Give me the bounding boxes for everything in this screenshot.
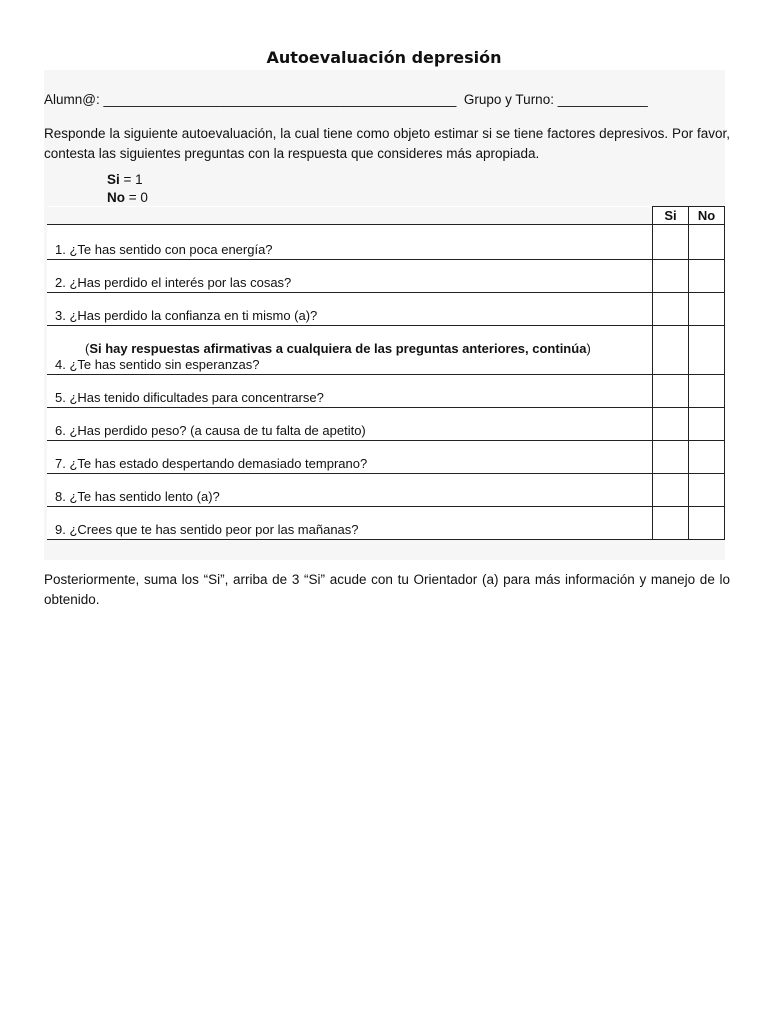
answer-si-cell[interactable]	[653, 326, 689, 375]
table-header-row	[47, 207, 725, 225]
question-text: 3. ¿Has perdido la confianza en ti mismo (a)?	[47, 293, 653, 326]
continue-note: (Si hay respuestas afirmativas a cualquiera de las preguntas anteriores, continúa)	[85, 341, 591, 356]
question-text: 9. ¿Crees que te has sentido peor por las mañanas?	[47, 507, 653, 540]
answer-no-cell[interactable]	[689, 507, 725, 540]
question-text: 4. ¿Te has sentido sin esperanzas?	[55, 357, 260, 372]
scale-no-label: No	[107, 190, 125, 205]
question-text: 8. ¿Te has sentido lento (a)?	[47, 474, 653, 507]
answer-no-cell[interactable]	[689, 293, 725, 326]
scoring-legend	[107, 171, 148, 207]
question-text: 2. ¿Has perdido el interés por las cosas?	[47, 260, 653, 293]
answer-si-cell[interactable]	[653, 474, 689, 507]
scale-si-label: Si	[107, 172, 120, 187]
answer-no-cell[interactable]	[689, 326, 725, 375]
student-line	[44, 92, 648, 107]
scale-si-value: = 1	[123, 172, 143, 187]
table-row	[47, 293, 725, 326]
answer-si-cell[interactable]	[653, 507, 689, 540]
table-row	[47, 408, 725, 441]
answer-no-cell[interactable]	[689, 408, 725, 441]
answer-no-cell[interactable]	[689, 441, 725, 474]
student-label: Alumn@:	[44, 92, 100, 107]
answer-no-cell[interactable]	[689, 260, 725, 293]
table-row	[47, 375, 725, 408]
answer-si-cell[interactable]	[653, 408, 689, 441]
table-row	[47, 474, 725, 507]
answer-no-cell[interactable]	[689, 375, 725, 408]
table-row	[47, 326, 725, 375]
question-text: 5. ¿Has tenido dificultades para concentrarse?	[47, 375, 653, 408]
answer-no-cell[interactable]	[689, 474, 725, 507]
table-row	[47, 441, 725, 474]
question-text: 6. ¿Has perdido peso? (a causa de tu falta de apetito)	[47, 408, 653, 441]
column-header-si: Si	[653, 207, 689, 225]
answer-si-cell[interactable]	[653, 293, 689, 326]
answer-si-cell[interactable]	[653, 375, 689, 408]
answer-si-cell[interactable]	[653, 260, 689, 293]
table-row	[47, 507, 725, 540]
table-row	[47, 225, 725, 260]
group-shift-field[interactable]: ____________	[557, 92, 648, 107]
student-name-field[interactable]: _______________________________________________	[103, 92, 457, 107]
page-title: Autoevaluación depresión	[266, 48, 502, 67]
column-header-no: No	[689, 207, 725, 225]
group-label: Grupo y Turno:	[463, 92, 554, 107]
instructions-text: Responde la siguiente autoevaluación, la cual tiene como objeto estimar si se tiene factores depresivos. Por favor, contesta las siguientes preguntas con la respuesta que consideres más apropiada.	[44, 126, 730, 161]
answer-si-cell[interactable]	[653, 225, 689, 260]
scale-no-value: = 0	[128, 190, 148, 205]
question-text: 7. ¿Te has estado despertando demasiado temprano?	[47, 441, 653, 474]
answer-no-cell[interactable]	[689, 225, 725, 260]
question-text: 1. ¿Te has sentido con poca energía?	[47, 225, 653, 260]
questionnaire-table	[47, 206, 725, 540]
table-row	[47, 260, 725, 293]
footer-instructions: Posteriormente, suma los “Si”, arriba de 3 “Si” acude con tu Orientador (a) para más información y manejo de lo obtenido.	[44, 572, 730, 607]
answer-si-cell[interactable]	[653, 441, 689, 474]
